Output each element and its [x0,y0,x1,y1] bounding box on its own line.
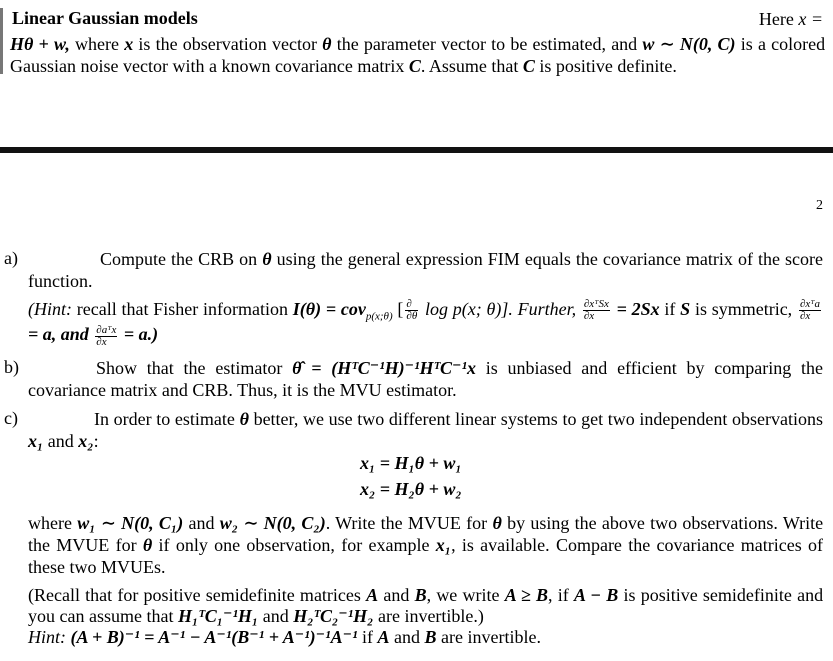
part-c-task: where w₁ ∼ N(0, C₁) and w₂ ∼ N(0, C₂). Write the MVUE for θ by using the above two observations. Write the MVUE for θ if only one observation, for example x₁, is available. Compare the covariance matrices of these two MVUEs. [28,513,824,577]
part-a-question: Compute the CRB on θ using the general expression FIM equals the covariance matrix of the score function. [28,249,824,291]
quadratic-derivative-fraction: $\frac{\text{∂xᵀSx}}{\partial x}$ [583,298,609,323]
linear-derivative-fraction-2: $\frac{\text{∂aᵀx}}{\partial x}$ [96,323,117,348]
margin-rule [0,8,3,74]
part-a-label: a) [4,248,18,268]
equation-system-1: x₁ = H₁θ + w₁ [360,453,462,473]
equation-system-2: x₂ = H₂θ + w₂ [360,479,462,499]
part-b-label: b) [4,357,19,377]
part-a-hint: (Hint: recall that Fisher information I(θ) = cov$_{p(x;\theta)}$ [ $\frac{\partial}{\partial\theta}$ log p(x; θ)]. Further, $\frac{\text{∂xᵀSx}}{\partial x}$ = 2Sx if S is symmetric, $\frac{\text{∂xᵀa}}{\partial x}$ = a, and $\frac{\text{∂aᵀx}}{\partial x}$ = a.) [28,298,821,348]
part-c-intro: In order to estimate θ better, we use two different linear systems to get two independent observations x₁ and x₂: [28,409,824,451]
linear-derivative-fraction-1: $\frac{\text{∂xᵀa}}{\partial x}$ [799,298,821,323]
part-b-question: Show that the estimator θ̂ = (HᵀC⁻¹H)⁻¹HᵀC⁻¹x is unbiased and efficient by comparing the covariance matrix and CRB. Thus, it is the MVU estimator. [28,358,824,400]
part-c-label: c) [4,408,18,428]
section-title: Linear Gaussian models [12,8,198,28]
page-separator [0,147,833,153]
part-c-recall: (Recall that for positive semidefinite matrices A and B, we write A ≥ B, if A − B is positive semidefinite and you can assume that H₁ᵀC₁⁻¹H₁ and H₂ᵀC₂⁻¹H₂ are invertible.) Hint: (A + B)⁻¹ = A⁻¹ − A⁻¹(B⁻¹ + A⁻¹)⁻¹A⁻¹ if A and B are invertible. [28,585,824,647]
here-text: Here x = [758,9,823,29]
intro-paragraph: Hθ + w, where x is the observation vector θ the parameter vector to be estimated, and w ∼ N(0, C) is a colored Gaussian noise vector with a known covariance matrix C. Assume that C is positive definite. [10,34,826,76]
page-number: 2 [816,198,823,213]
partial-theta-fraction: $\frac{\partial}{\partial\theta}$ [406,298,418,323]
